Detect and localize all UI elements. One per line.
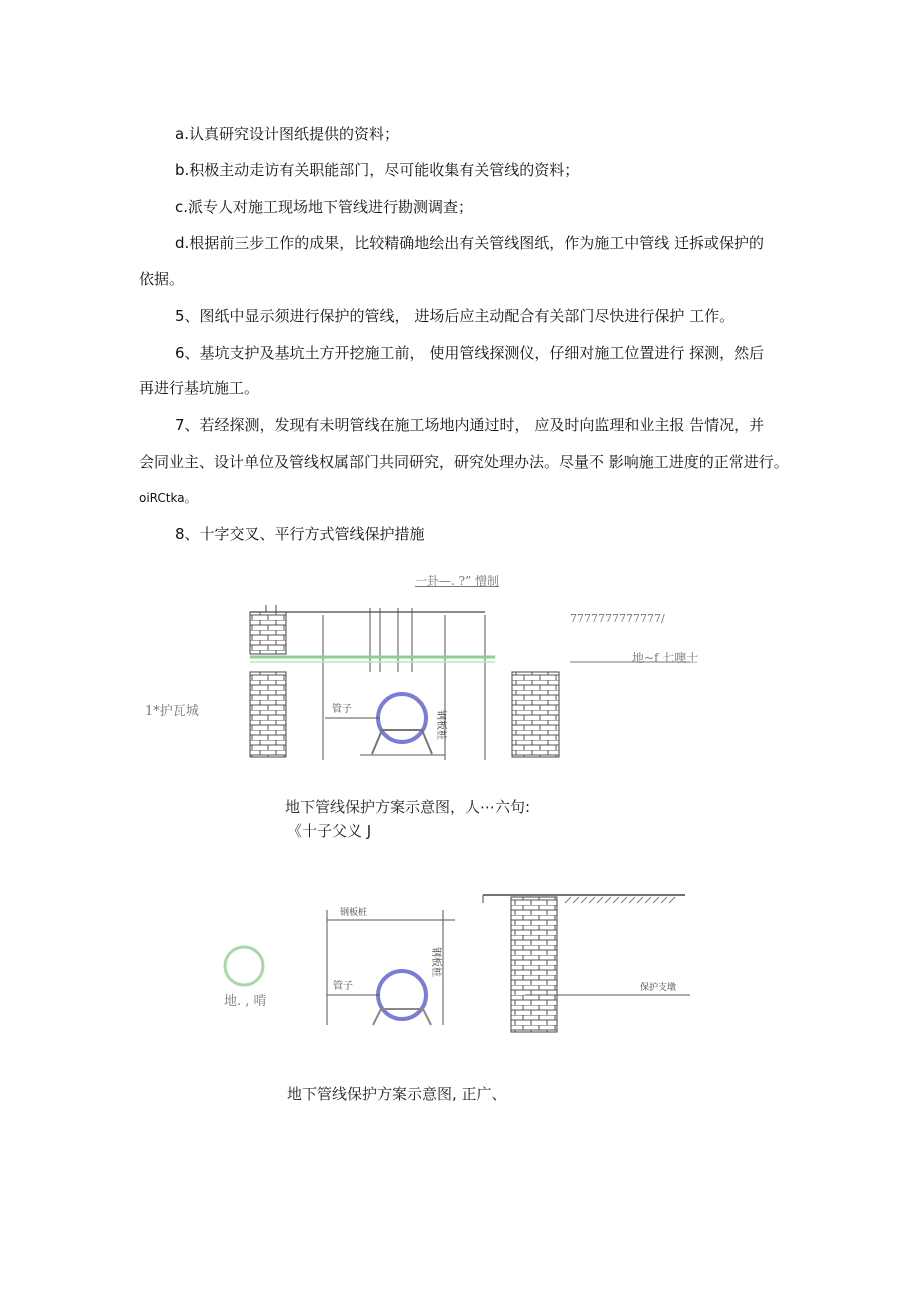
figure1-right-label: 地~f 七噢士 bbox=[632, 651, 699, 665]
paragraph-6-line1: 6、基坑支护及基坑土方开挖施工前， 使用管线探测仪，仔细对施工位置进行 探测，然后 bbox=[175, 344, 765, 362]
brick-wall-upper bbox=[250, 612, 286, 654]
pipe-circle-2 bbox=[378, 971, 426, 1019]
paragraph-5: 5、图纸中显示须进行保护的管线， 进场后应主动配合有关部门尽快进行保护 工作。 bbox=[175, 307, 735, 325]
pipe-circle bbox=[378, 694, 426, 742]
brick-wall-lower-left bbox=[250, 672, 286, 757]
figure2-vertical-label: 钢板桩 bbox=[430, 947, 441, 977]
paragraph-d-line1: d.根据前三步工作的成果，比较精确地绘出有关管线图纸，作为施工中管线 迁拆或保护的 bbox=[175, 234, 765, 252]
figure1-diagram bbox=[240, 600, 710, 765]
paragraph-7-line1: 7、若经探测，发现有未明管线在施工场地内通过时， 应及时向监理和业主报 告情况，并 bbox=[175, 416, 765, 434]
brick-wall-lower-right bbox=[512, 672, 559, 757]
paragraph-c: c.派专人对施工现场地下管线进行勘测调查； bbox=[175, 198, 474, 216]
figure2-support-label: 保护支墩 bbox=[640, 983, 677, 993]
figure2-diagram bbox=[215, 885, 705, 1040]
green-pipe-section bbox=[225, 947, 263, 985]
paragraph-b: b.积极主动走访有关职能部门，尽可能收集有关管线的资料； bbox=[175, 161, 580, 179]
paragraph-7-line2: 会同业主、设计单位及管线权属部门共同研究，研究处理办法。尽量不 影响施工进度的正常进行。 bbox=[139, 453, 789, 471]
paragraph-d-line2: 依据。 bbox=[139, 270, 185, 288]
paragraph-8: 8、十字交叉、平行方式管线保护措施 bbox=[175, 525, 425, 543]
figure1-left-label: 1*护瓦城 bbox=[145, 704, 199, 719]
figure2-pipe-label: 管子 bbox=[333, 981, 353, 992]
figure2-left-label: 地. , 啃 bbox=[224, 994, 267, 1009]
paragraph-a: a.认真研究设计图纸提供的资料； bbox=[175, 125, 399, 143]
figure1-caption-line2: 《十子父义 J bbox=[287, 822, 372, 840]
figure1-top-label: 一卦—. ?” 憎制 bbox=[415, 574, 500, 588]
figure1-vertical-label: 钢板桩 bbox=[435, 710, 446, 740]
figure2-caption: 地下管线保护方案示意图, 正广、 bbox=[287, 1085, 507, 1103]
figure2-plate-label: 钢板桩 bbox=[340, 908, 368, 918]
figure1-right-slashes: 7777777777777/ bbox=[570, 612, 665, 625]
brick-wall-figure2 bbox=[511, 897, 557, 1032]
figure1-caption-line1: 地下管线保护方案示意图，人⋯六句: bbox=[285, 798, 531, 816]
figure1-pipe-label: 管子 bbox=[332, 704, 352, 715]
code-text: oiRCtka。 bbox=[139, 491, 197, 505]
paragraph-6-line2: 再进行基坑施工。 bbox=[139, 379, 260, 397]
